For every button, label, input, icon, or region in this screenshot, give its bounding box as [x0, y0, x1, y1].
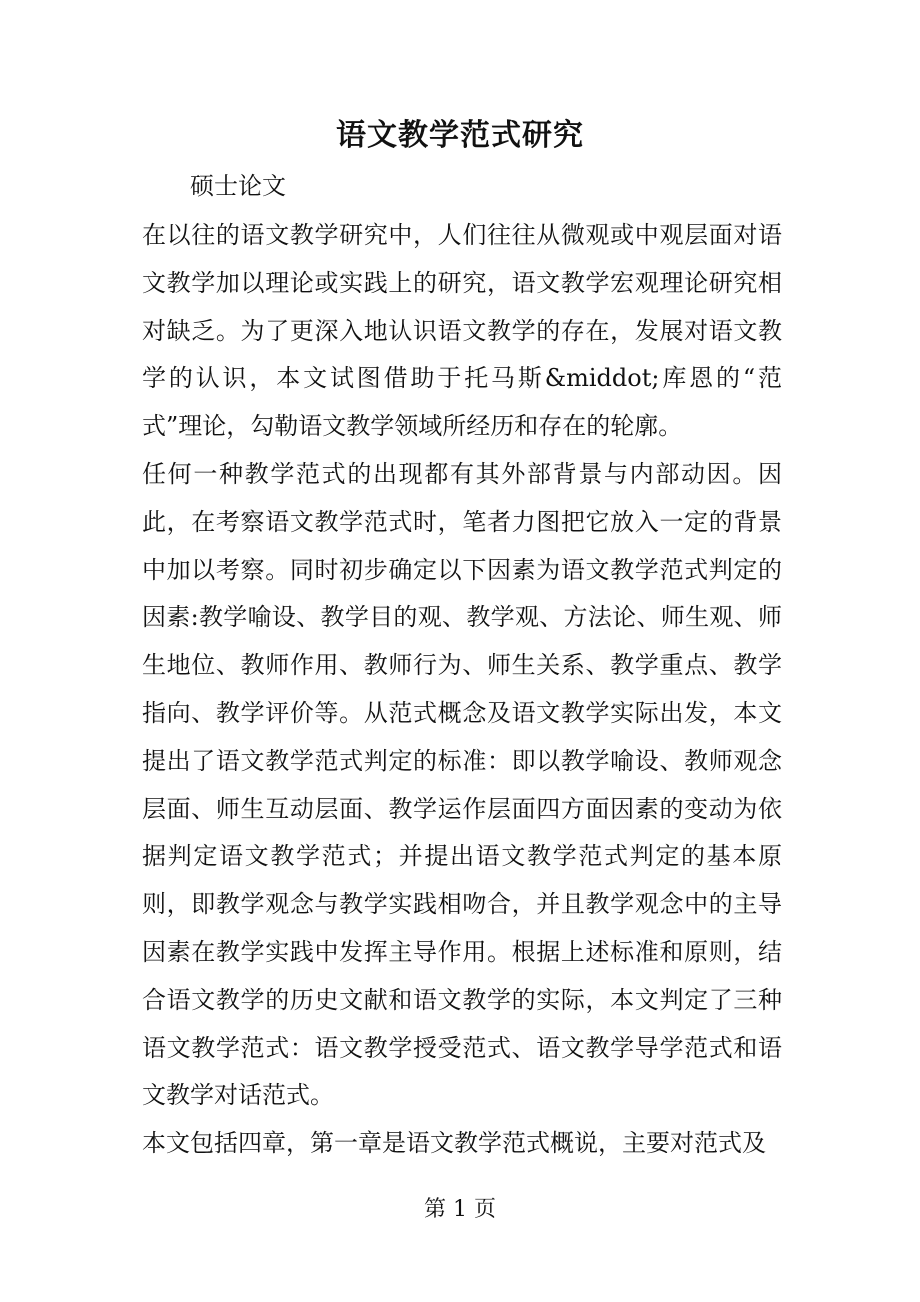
paragraph-2: 任何一种教学范式的出现都有其外部背景与内部动因。因此，在考察语文教学范式时，笔者力图把它放入一定的背景中加以考察。同时初步确定以下因素为语文教学范式判定的因素:教学喻设、教学目的观、教学观、方法论、师生观、师生地位、教师作用、教师行为、师生关系、教学重点、教学指向、教学评价等。从范式概念及语文教学实际出发，本文提出了语文教学范式判定的标准：即以教学喻设、教师观念层面、师生互动层面、教学运作层面四方面因素的变动为依据判定语文教学范式；并提出语文教学范式判定的基本原则，即教学观念与教学实践相吻合，并且教学观念中的主导因素在教学实践中发挥主导作用。根据上述标准和原则，结合语文教学的历史文献和语文教学的实际，本文判定了三种语文教学范式：语文教学授受范式、语文教学导学范式和语文教学对话范式。 — [142, 459, 782, 1110]
document-body — [142, 212, 782, 1168]
page-footer — [0, 1193, 920, 1227]
paragraph-1: 在以往的语文教学研究中，人们往往从微观或中观层面对语文教学加以理论或实践上的研究，语文教学宏观理论研究相对缺乏。为了更深入地认识语文教学的存在，发展对语文教学的认识，本文试图借助于托马斯&middot;库恩的“范式”理论，勾勒语文教学领域所经历和存在的轮廓。 — [142, 221, 782, 441]
document-subtitle: 硕士论文 — [190, 172, 286, 200]
paragraph-3: 本文包括四章，第一章是语文教学范式概说，主要对范式及 — [142, 1129, 766, 1158]
document-title: 语文教学范式研究 — [336, 118, 584, 153]
page-number: 第 1 页 — [424, 1197, 496, 1222]
